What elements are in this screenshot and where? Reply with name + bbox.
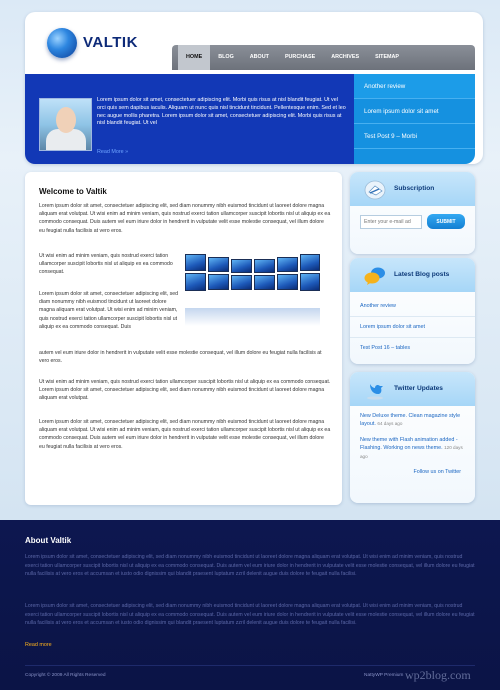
email-field[interactable]: [360, 215, 422, 229]
featured-link[interactable]: Test Post 9 – Morbi: [354, 124, 475, 149]
tweet[interactable]: [350, 409, 475, 433]
nav-home[interactable]: HOME: [178, 45, 210, 70]
tweet[interactable]: [350, 433, 475, 465]
theme-credit-link[interactable]: NattyWP Premium: [364, 673, 404, 678]
twitter-widget: [350, 372, 475, 503]
footer-paragraph: Lorem ipsum dolor sit amet, consectetuer adipiscing elit, sed diam nonummy nibh euismod tincidunt ut laoreet dolore magna aliquam erat volutpat. Ut wisi enim ad minim veniam, quis nostrud exerci tation ullamcorper suscipit lobortis nisl ut aliquip ex ea commodo consequat. Duis autem vel eum iriure dolor in hendrerit in vulputate velit esse molestie consequat, vel illum dolore eu feugiat nulla facilisis at vero eros et accumsan et iusto odio dignissim qui blandit praesent luptatum zzril delenit augue duis dolore te feugait nulla facilisi.: [25, 554, 475, 578]
intro-paragraph: Lorem ipsum dolor sit amet, consectetuer adipiscing elit, sed diam nonummy nibh euismod tincidunt ut laoreet dolore magna aliquam erat volutpat. Ut wisi enim ad minim veniam, quis nostrud exerci tation ullamcorper suscipit lobortis nisl ut aliquip ex ea commodo consequat. Duis autem vel eum iriure dolor in hendrerit in vulputate velit esse molestie consequat, vel illum dolore eu feugiat nulla facilisis at vero eros.: [39, 203, 331, 234]
featured-post: [25, 74, 354, 164]
twitter-bird-icon: [364, 380, 386, 400]
paragraph: Lorem ipsum dolor sit amet, consectetuer adipiscing elit, sed diam nonummy nibh euismod tincidunt ut laoreet dolore magna aliquam erat volutpat. Ut wisi enim ad minim veniam, quis nostrud exerci tation ullamcorper suscipit lobortis nisl ut aliquip ex ea commodo consequat. Duis autem vel eum iriure dolor in hendrerit in vulputate velit esse molestie consequat, vel illum dolore eu feugiat nulla facilisis at vero eros.: [39, 419, 331, 450]
screens-image: [185, 252, 320, 307]
tweet-text: New Deluxe theme. Clean magazine style layout.: [360, 413, 461, 428]
featured-links: [354, 74, 475, 164]
blog-post-link[interactable]: Test Post 16 – tables: [360, 345, 411, 351]
featured-link[interactable]: Another review: [354, 74, 475, 99]
tweet-time: 120 days ago: [360, 445, 463, 459]
nav-about[interactable]: ABOUT: [249, 54, 269, 60]
nav-blog[interactable]: BLOG: [218, 54, 234, 60]
tweet-time: 64 days ago: [377, 421, 403, 427]
nav-archives[interactable]: ARCHIVES: [331, 54, 360, 60]
featured-read-more-link[interactable]: Read More »: [97, 149, 129, 155]
globe-icon: [47, 28, 77, 58]
follow-twitter-link[interactable]: Follow us on Twitter: [413, 469, 461, 476]
footer-read-more-link[interactable]: Read more: [25, 642, 52, 648]
logo-text: VALTIK: [83, 34, 138, 51]
nav-sitemap[interactable]: SITEMAP: [375, 54, 400, 60]
tweet-text: New theme with Flash animation added - Flashing. Working on news theme.: [360, 436, 458, 452]
watermark: wp2blog.com: [405, 668, 471, 682]
blog-post-link[interactable]: Another review: [350, 296, 475, 317]
main-nav: [172, 45, 475, 70]
main-content: [25, 172, 342, 505]
envelope-icon: [364, 180, 386, 200]
subscription-widget: [350, 172, 475, 254]
footer-paragraph: Lorem ipsum dolor sit amet, consectetuer adipiscing elit, sed diam nonummy nibh euismod tincidunt ut laoreet dolore magna aliquam erat volutpat. Ut wisi enim ad minim veniam, quis nostrud exerci tation ullamcorper suscipit lobortis nisl ut aliquip ex ea commodo consequat. Duis autem vel eum iriure dolor in hendrerit in vulputate velit esse molestie consequat, vel illum dolore eu feugiat nulla facilisis at vero eros et accumsan et iusto odio dignissim qui blandit praesent luptatum zzril delenit augue duis dolore te feugait nulla facilisi.: [25, 603, 475, 627]
blog-post-link[interactable]: Lorem ipsum dolor sit amet: [350, 317, 475, 338]
latest-blog-widget: [350, 258, 475, 364]
featured-link[interactable]: Lorem ipsum dolor sit amet: [354, 99, 475, 124]
chat-bubbles-icon: [364, 266, 386, 286]
widget-title: Subscription: [394, 185, 435, 192]
footer-title: About Valtik: [25, 536, 72, 545]
featured-photo[interactable]: [39, 98, 92, 151]
header: [25, 12, 483, 164]
paragraph: Lorem ipsum dolor sit amet, consectetuer adipiscing elit, sed diam nonummy nibh euismod tincidunt ut laoreet dolore magna aliquam erat volutpat. Ut wisi enim ad minim veniam, quis nostrud exerci tation ullamcorper suscipit lobortis nisl ut aliquip ex ea commodo consequat. Duis: [39, 291, 178, 330]
widget-title: Latest Blog posts: [394, 271, 450, 278]
nav-purchase[interactable]: PURCHASE: [284, 54, 316, 60]
paragraph: autem vel eum iriure dolor in hendrerit in vulputate velit esse molestie consequat, vel illum dolore eu feugiat nulla facilisis at vero eros.: [39, 350, 322, 365]
featured-excerpt: Lorem ipsum dolor sit amet, consectetuer adipiscing elit. Morbi quis risus at nisl blandit feugiat. Ut vel orci quis sem dapibus iaculis. Aliquam ut nunc quis nisl tincidunt tincidunt. Pellentesque enim. Sed et leo nec augue mollis pharetra. Lorem ipsum dolor sit amet, consectetuer adipiscing elit. Morbi quis risus at nisl blandit feugiat. Ut vel: [97, 97, 346, 127]
logo[interactable]: [47, 28, 157, 62]
paragraph: Ut wisi enim ad minim veniam, quis nostrud exerci tation ullamcorper suscipit lobortis nisl ut aliquip ex ea commodo consequat.: [39, 253, 173, 276]
copyright: Copyright © 2009 All Rights Reserved: [25, 673, 106, 678]
widget-title: Twitter Updates: [394, 385, 443, 392]
paragraph: Ut wisi enim ad minim veniam, quis nostrud exerci tation ullamcorper suscipit lobortis nisl ut aliquip ex ea commodo consequat. Lorem ipsum dolor sit amet, consectetuer adipiscing elit, sed diam nonummy nibh euismod tincidunt ut laoreet dolore magna aliquam erat volutpat.: [39, 379, 331, 402]
submit-button[interactable]: SUBMIT: [427, 214, 465, 229]
page-title: Welcome to Valtik: [39, 187, 107, 196]
